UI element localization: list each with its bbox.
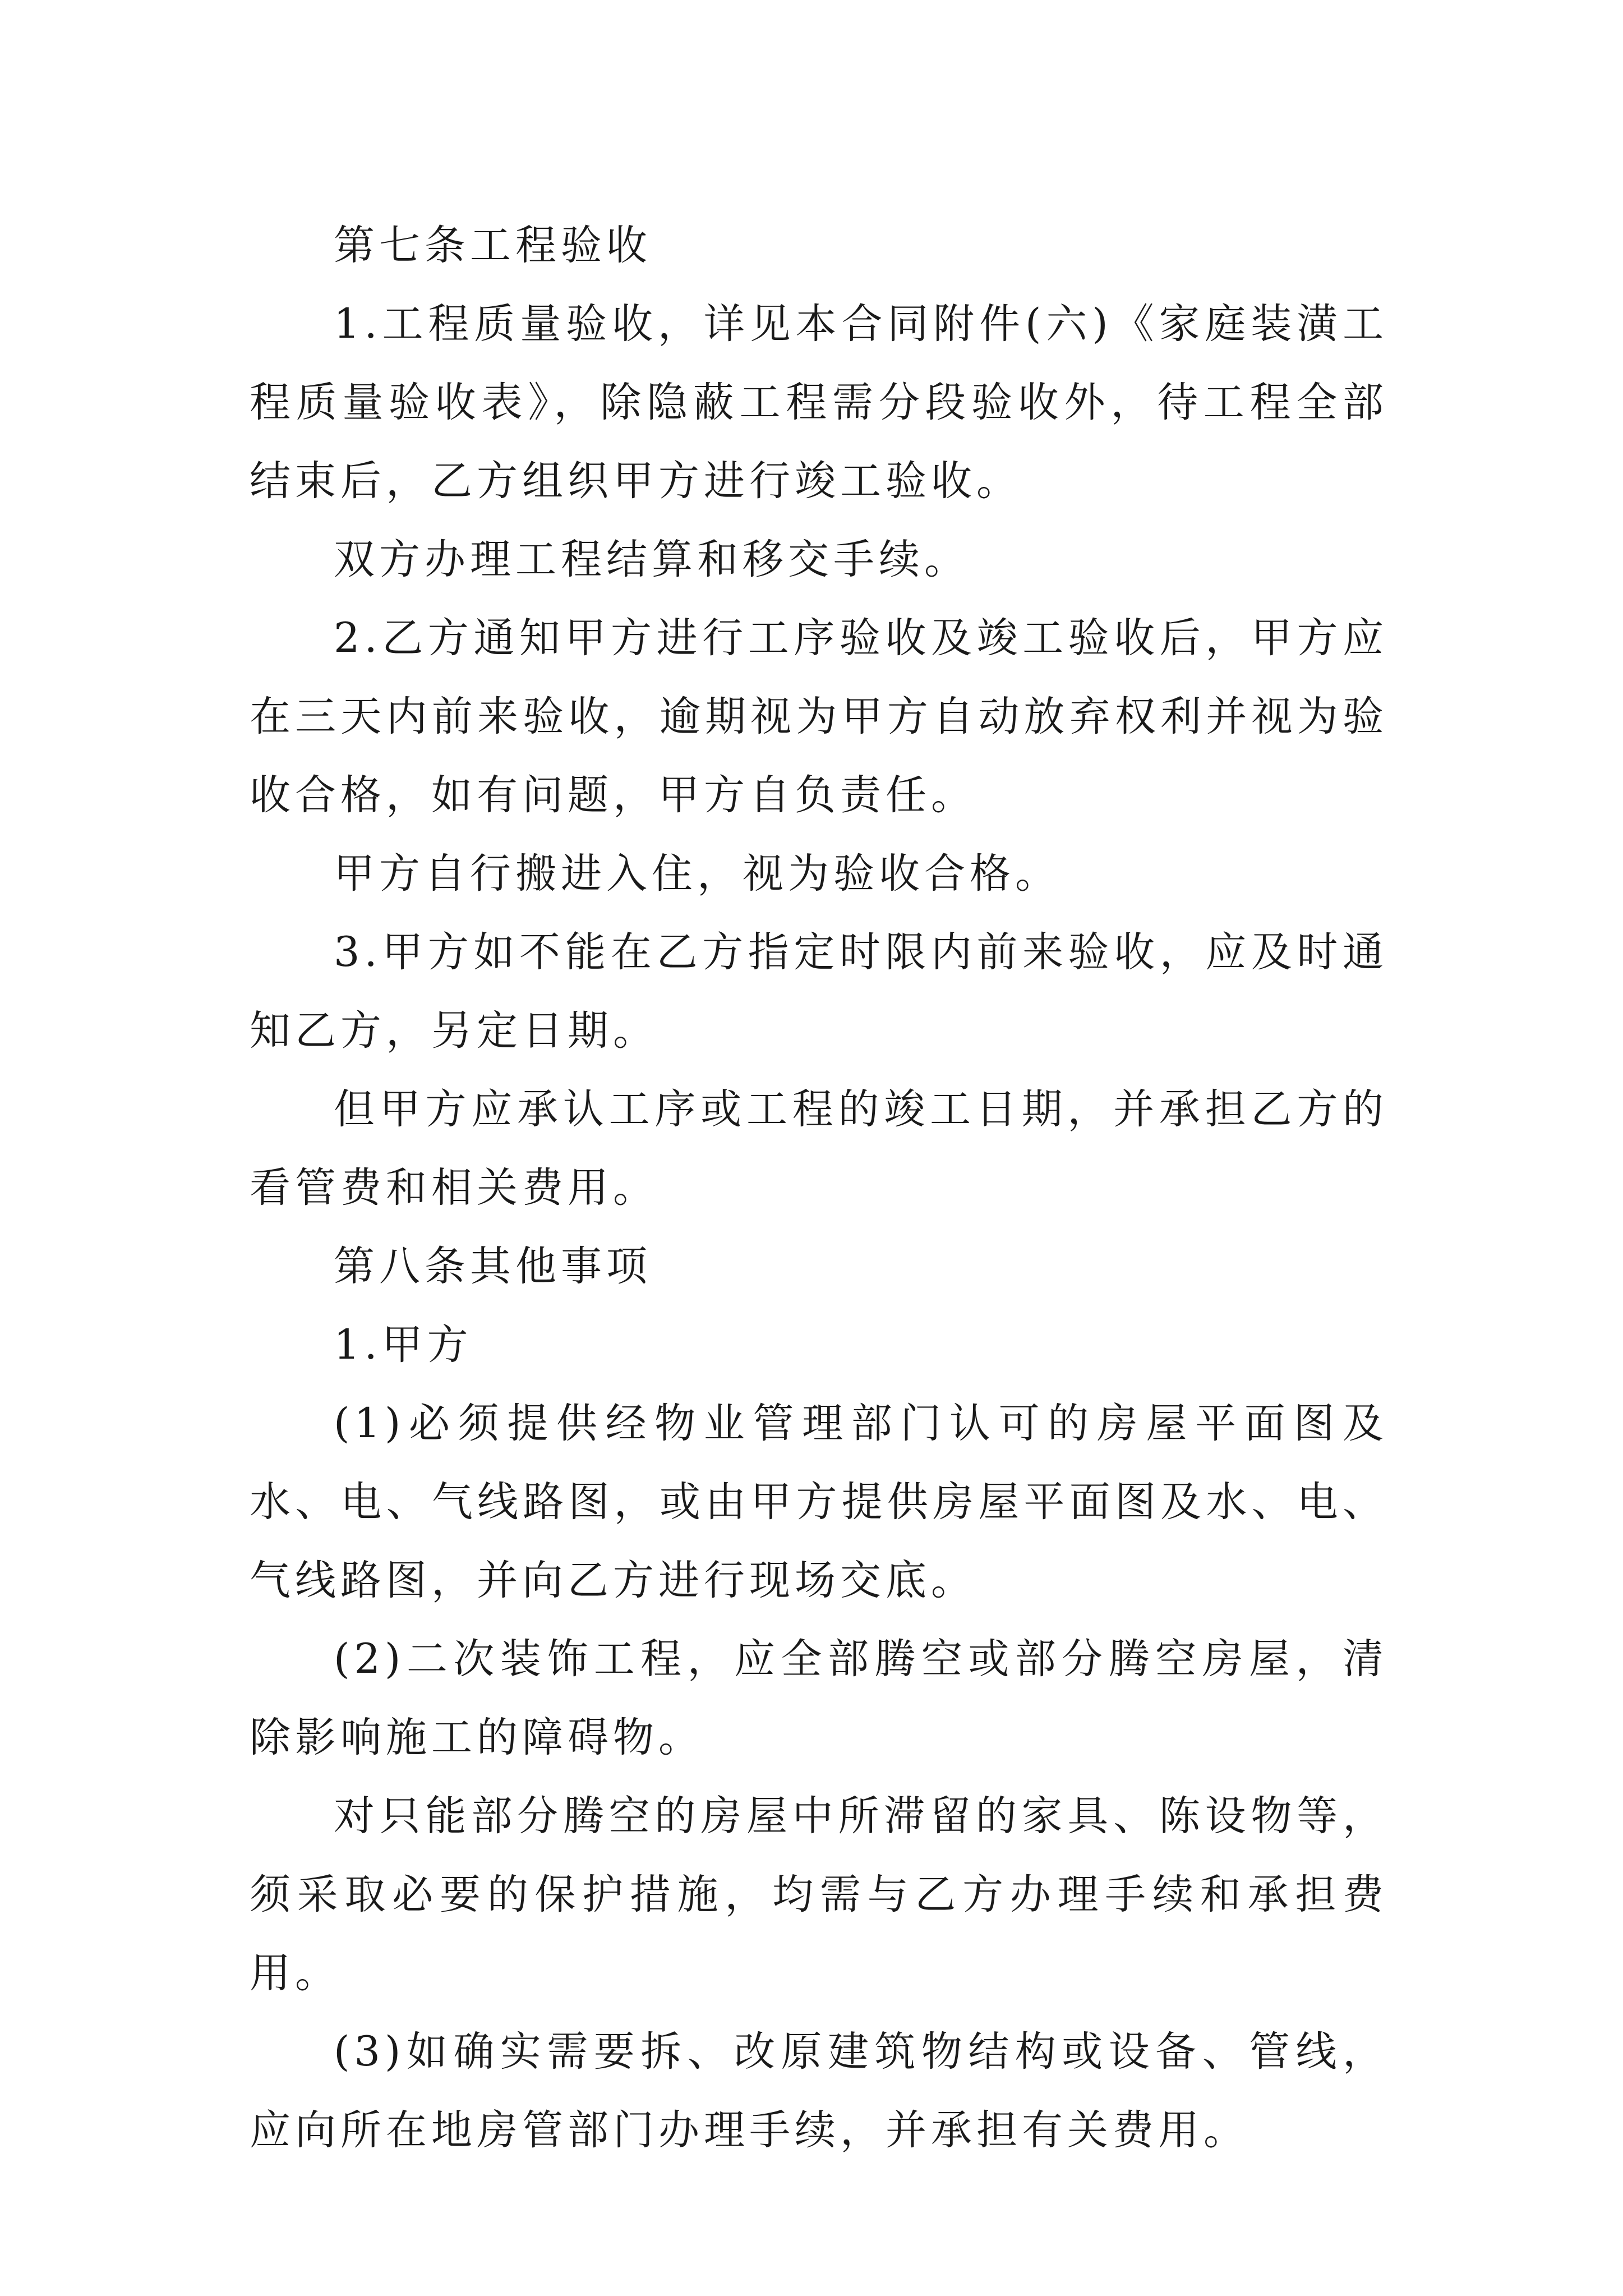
article-7-heading: 第七条工程验收 [334, 222, 652, 269]
article-8-heading: 第八条其他事项 [334, 1243, 652, 1290]
paragraph-vacate: (2)二次装饰工程，应全部腾空或部分腾空房屋，清除影响施工的障碍物。 [250, 1635, 1388, 1761]
paragraph-quality-acceptance: 1.工程质量验收，详见本合同附件(六)《家庭装潢工程质量验收表》，除隐蔽工程需分段验收外，待工程全部结束后，乙方组织甲方进行竣工验收。 [250, 300, 1388, 505]
paragraph-time-limit: 3.甲方如不能在乙方指定时限内前来验收，应及时通知乙方，另定日期。 [250, 928, 1388, 1055]
paragraph-structure-change: (3)如确实需要拆、改原建筑物结构或设备、管线，应向所在地房管部门办理手续，并承担有关费用。 [250, 2028, 1388, 2154]
paragraph-move-in: 甲方自行搬进入住，视为验收合格。 [334, 850, 1061, 898]
paragraph-settlement: 双方办理工程结算和移交手续。 [334, 536, 970, 583]
paragraph-floor-plan: (1)必须提供经物业管理部门认可的房屋平面图及水、电、气线路图，或由甲方提供房屋平面图及水、电、气线路图，并向乙方进行现场交底。 [250, 1400, 1388, 1604]
paragraph-furniture-protection: 对只能部分腾空的房屋中所滞留的家具、陈设物等，须采取必要的保护措施，均需与乙方办理手续和承担费用。 [250, 1792, 1388, 1997]
paragraph-notice-acceptance: 2.乙方通知甲方进行工序验收及竣工验收后，甲方应在三天内前来验收，逾期视为甲方自动放弃权利并视为验收合格，如有问题，甲方自负责任。 [250, 614, 1388, 819]
document-body [250, 206, 1388, 2170]
paragraph-custody-fee: 但甲方应承认工序或工程的竣工日期，并承担乙方的看管费和相关费用。 [250, 1085, 1388, 1212]
paragraph-party-a: 1.甲方 [334, 1321, 473, 1369]
